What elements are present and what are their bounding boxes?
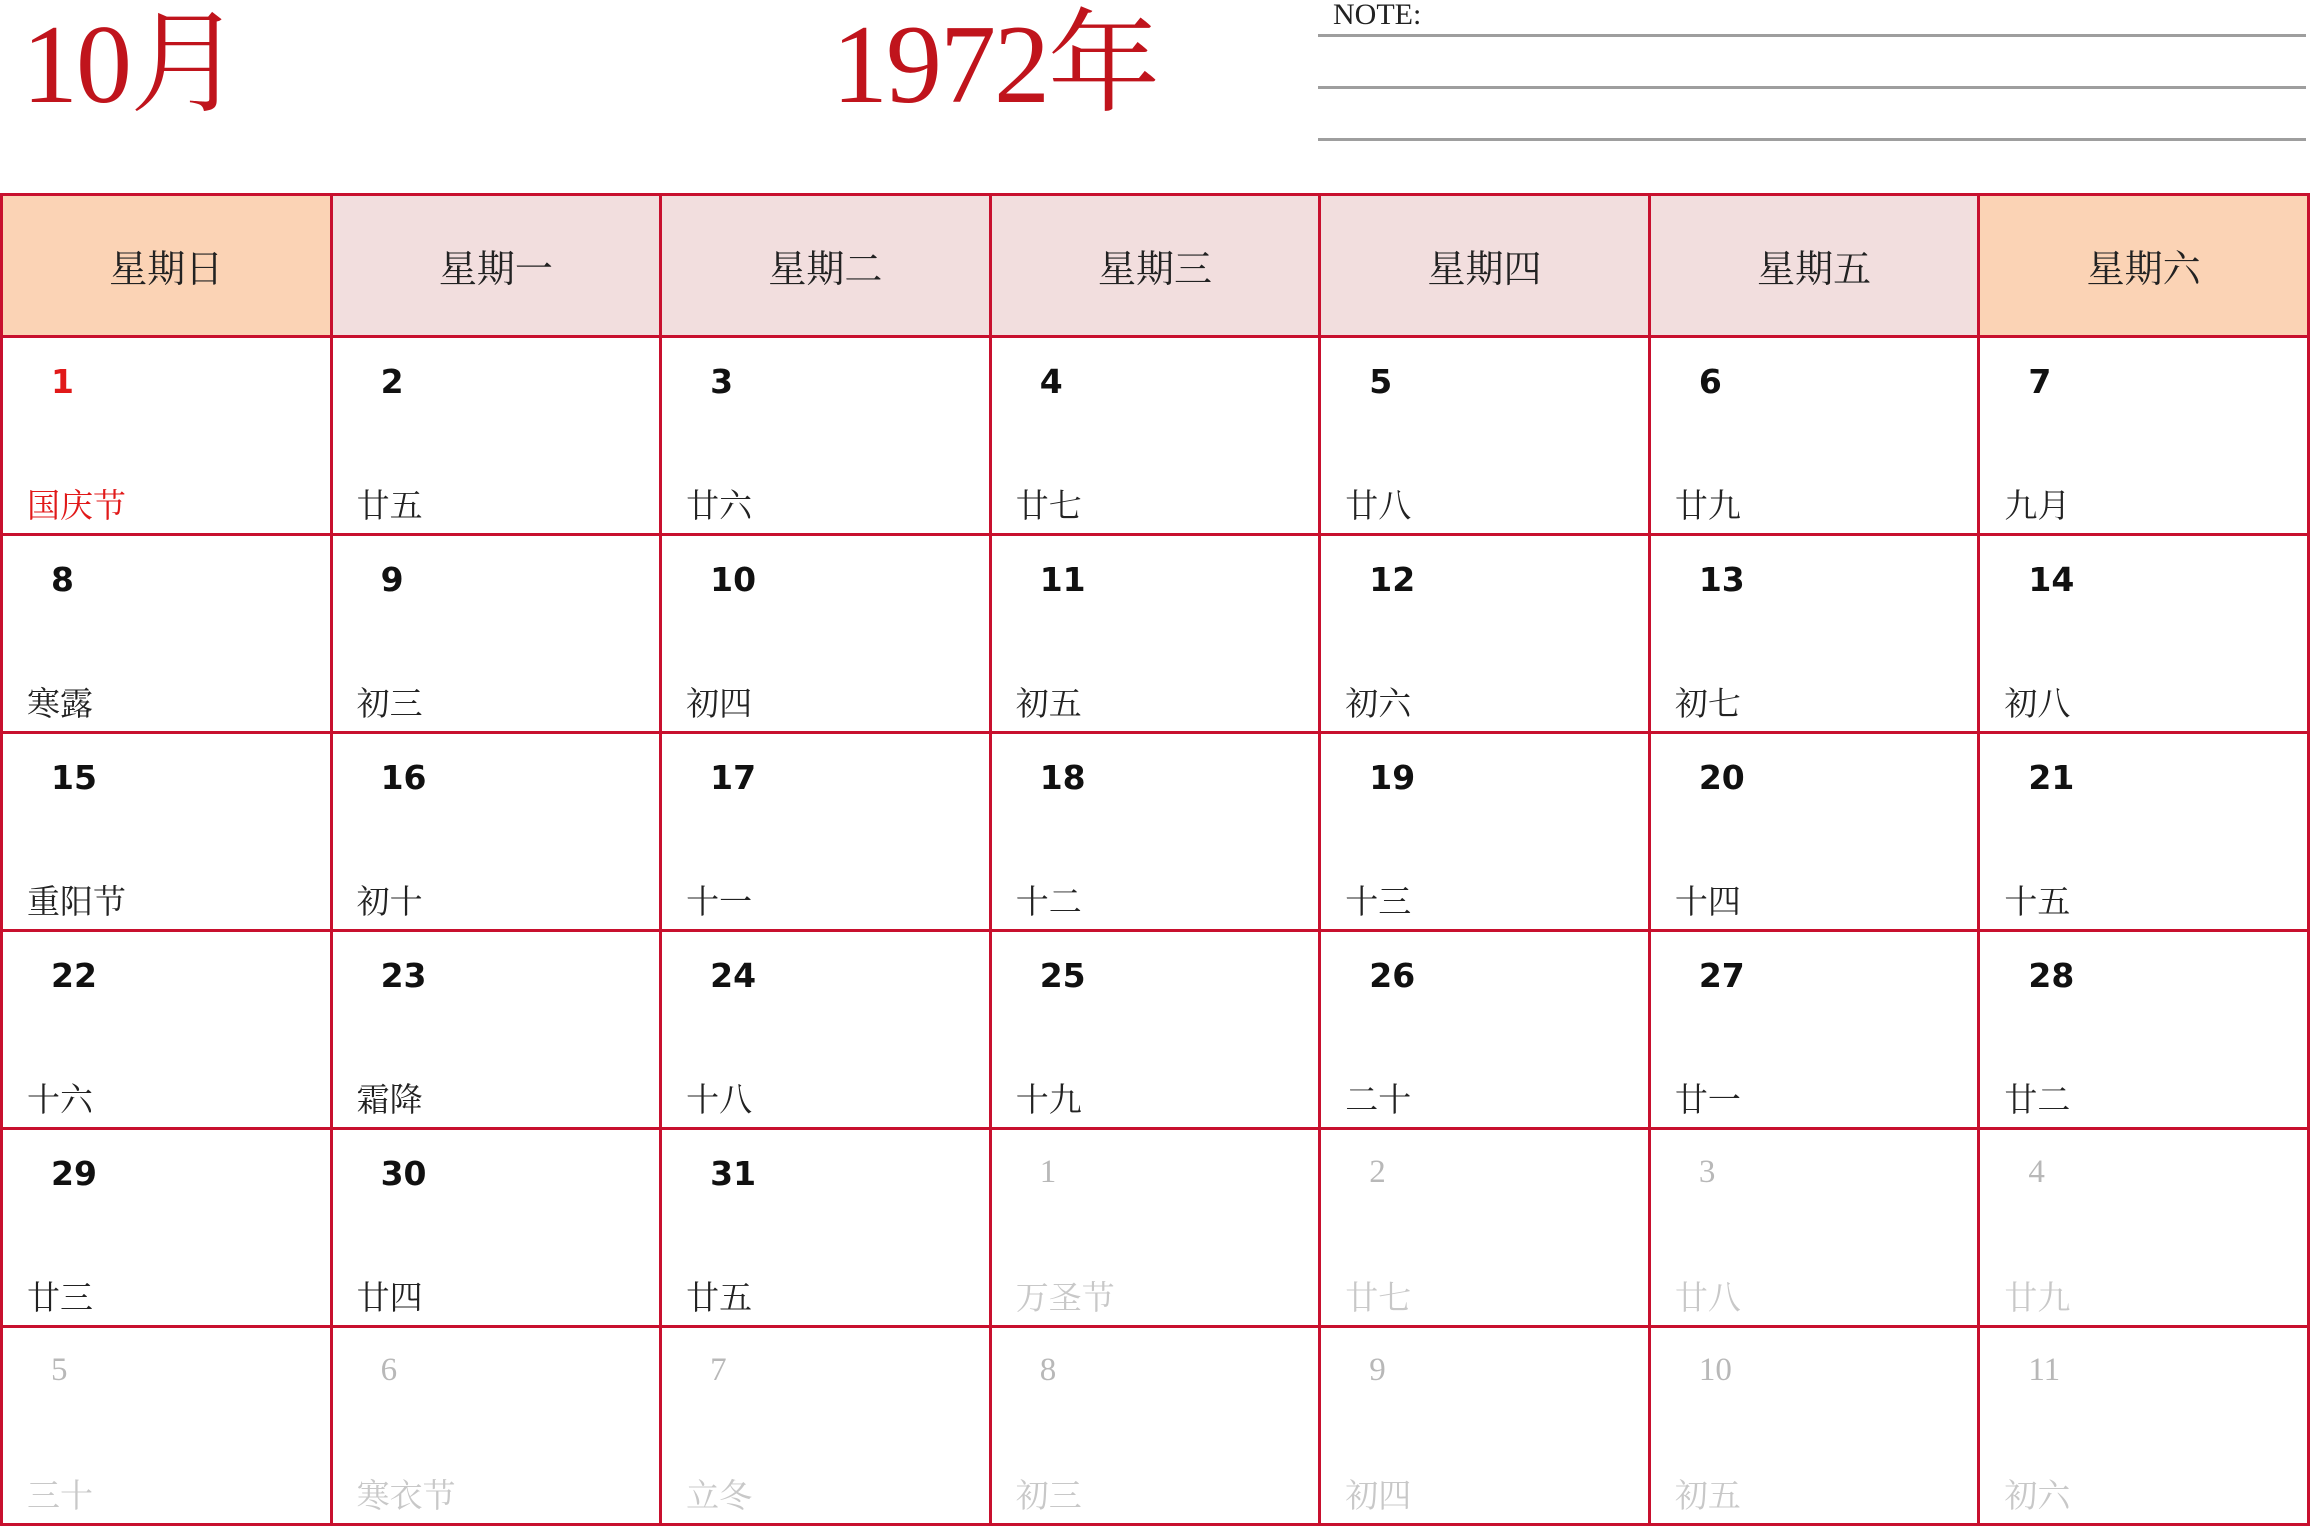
- day-cell[interactable]: [1979, 1327, 2309, 1525]
- lunar-date: 廿五: [356, 486, 423, 525]
- day-number: 13: [1698, 560, 1745, 599]
- lunar-date: 初五: [1674, 1476, 1741, 1515]
- lunar-date: 初十: [356, 882, 423, 921]
- week-row: [2, 337, 2309, 535]
- lunar-date: 十六: [27, 1080, 93, 1119]
- day-number: 5: [1369, 362, 1393, 401]
- day-number: 31: [710, 1154, 757, 1193]
- day-number: 10: [710, 560, 757, 599]
- day-number: 11: [1039, 560, 1086, 599]
- day-number: 27: [1698, 956, 1745, 995]
- day-cell[interactable]: [2, 337, 332, 535]
- weekday-header-wed: 星期三: [990, 195, 1320, 337]
- lunar-date: 寒衣节: [356, 1476, 456, 1515]
- day-number: 21: [2028, 758, 2075, 797]
- lunar-date: 廿九: [1674, 486, 1741, 525]
- day-number: 2: [1369, 1154, 1386, 1190]
- day-number: 8: [1039, 1352, 1057, 1388]
- lunar-date: 初八: [2004, 684, 2071, 723]
- weekday-header-tue: 星期二: [661, 195, 991, 337]
- lunar-date: 初七: [1674, 684, 1741, 723]
- lunar-date: 廿八: [1345, 486, 1412, 525]
- week-row: [2, 733, 2309, 931]
- day-cell[interactable]: [1649, 733, 1979, 931]
- day-number: 29: [51, 1154, 97, 1193]
- day-number: 26: [1369, 956, 1416, 995]
- lunar-date: 廿二: [2004, 1080, 2071, 1119]
- note-line: [1318, 86, 2306, 89]
- day-number: 16: [380, 758, 427, 797]
- weekday-header-sun: 星期日: [2, 195, 332, 337]
- day-cell[interactable]: [1649, 1129, 1979, 1327]
- month-title: 10月: [22, 3, 240, 127]
- day-cell[interactable]: [1649, 931, 1979, 1129]
- day-cell[interactable]: [661, 733, 991, 931]
- lunar-date: 廿八: [1674, 1278, 1741, 1317]
- day-number: 11: [2028, 1352, 2061, 1388]
- day-number: 8: [51, 560, 74, 599]
- day-cell[interactable]: [990, 1327, 1320, 1525]
- lunar-date: 廿七: [1345, 1278, 1412, 1317]
- day-number: 1: [51, 362, 74, 401]
- day-cell[interactable]: [1979, 337, 2309, 535]
- day-number: 4: [2028, 1154, 2045, 1190]
- day-cell[interactable]: [1320, 337, 1650, 535]
- day-number: 5: [51, 1352, 68, 1388]
- lunar-date: 初六: [2004, 1476, 2071, 1515]
- day-cell[interactable]: [1320, 535, 1650, 733]
- day-number: 2: [380, 362, 404, 401]
- day-cell[interactable]: [331, 1327, 661, 1525]
- day-cell[interactable]: [1320, 1129, 1650, 1327]
- day-cell[interactable]: [2, 931, 332, 1129]
- lunar-date: 十四: [1674, 882, 1741, 921]
- lunar-date: 重阳节: [27, 882, 126, 921]
- day-number: 20: [1698, 758, 1745, 797]
- day-cell[interactable]: [331, 931, 661, 1129]
- day-cell[interactable]: [1320, 1327, 1650, 1525]
- day-cell[interactable]: [2, 1327, 332, 1525]
- year-title: 1972年: [832, 3, 1158, 127]
- day-cell[interactable]: [1320, 733, 1650, 931]
- lunar-date: 十二: [1015, 882, 1082, 921]
- day-cell[interactable]: [661, 1129, 991, 1327]
- week-row: [2, 1327, 2309, 1525]
- day-number: 25: [1039, 956, 1086, 995]
- day-number: 24: [710, 956, 757, 995]
- lunar-date: 廿五: [686, 1278, 753, 1317]
- day-cell[interactable]: [1649, 337, 1979, 535]
- weekday-header-fri: 星期五: [1649, 195, 1979, 337]
- calendar-body: [2, 337, 2309, 1525]
- day-cell[interactable]: [661, 931, 991, 1129]
- day-number: 14: [2028, 560, 2075, 599]
- weekday-header-mon: 星期一: [331, 195, 661, 337]
- day-cell[interactable]: [1649, 1327, 1979, 1525]
- lunar-date: 寒露: [27, 684, 93, 723]
- day-number: 3: [1698, 1154, 1716, 1190]
- lunar-date: 霜降: [356, 1080, 423, 1119]
- lunar-date: 十八: [686, 1080, 753, 1119]
- day-cell[interactable]: [990, 931, 1320, 1129]
- day-cell[interactable]: [661, 1327, 991, 1525]
- day-cell[interactable]: [661, 535, 991, 733]
- day-cell[interactable]: [2, 733, 332, 931]
- lunar-date: 廿六: [686, 486, 753, 525]
- lunar-date: 廿七: [1015, 486, 1082, 525]
- day-number: 22: [51, 956, 97, 995]
- lunar-date: 初三: [1015, 1476, 1082, 1515]
- day-cell[interactable]: [1979, 733, 2309, 931]
- lunar-date: 初五: [1015, 684, 1082, 723]
- week-row: [2, 535, 2309, 733]
- lunar-date: 十五: [2004, 882, 2071, 921]
- day-cell[interactable]: [990, 337, 1320, 535]
- day-cell[interactable]: [1320, 931, 1650, 1129]
- lunar-date: 立冬: [686, 1476, 753, 1515]
- day-cell[interactable]: [990, 1129, 1320, 1327]
- day-number: 30: [380, 1154, 427, 1193]
- day-number: 4: [1039, 362, 1063, 401]
- lunar-date: 二十: [1345, 1080, 1412, 1119]
- note-line: [1318, 138, 2306, 141]
- day-cell[interactable]: [1979, 1129, 2309, 1327]
- lunar-date: 九月: [2004, 486, 2071, 525]
- day-cell[interactable]: [661, 337, 991, 535]
- weekday-header-row: [2, 195, 2309, 337]
- calendar-grid: [0, 193, 2310, 1526]
- lunar-date: 十一: [686, 882, 753, 921]
- day-cell[interactable]: [2, 535, 332, 733]
- day-number: 6: [380, 1352, 398, 1388]
- day-cell[interactable]: [331, 535, 661, 733]
- day-number: 23: [380, 956, 427, 995]
- day-number: 7: [710, 1352, 727, 1388]
- day-number: 19: [1369, 758, 1416, 797]
- day-number: 6: [1698, 362, 1722, 401]
- day-cell[interactable]: [331, 733, 661, 931]
- day-cell[interactable]: [990, 535, 1320, 733]
- day-number: 3: [710, 362, 734, 401]
- day-cell[interactable]: [990, 733, 1320, 931]
- lunar-date: 初三: [356, 684, 423, 723]
- day-number: 1: [1039, 1154, 1057, 1190]
- day-number: 9: [380, 560, 404, 599]
- lunar-date: 三十: [27, 1476, 93, 1515]
- lunar-date: 初四: [1345, 1476, 1412, 1515]
- weekday-header-thu: 星期四: [1320, 195, 1650, 337]
- lunar-date: 廿九: [2004, 1278, 2071, 1317]
- lunar-date: 初四: [686, 684, 753, 723]
- day-cell[interactable]: [2, 1129, 332, 1327]
- week-row: [2, 931, 2309, 1129]
- day-cell[interactable]: [331, 1129, 661, 1327]
- lunar-date: 国庆节: [27, 486, 126, 525]
- lunar-date: 十三: [1345, 882, 1412, 921]
- lunar-date: 廿一: [1674, 1080, 1741, 1119]
- day-number: 15: [51, 758, 97, 797]
- day-cell[interactable]: [331, 337, 661, 535]
- day-number: 28: [2028, 956, 2075, 995]
- day-number: 17: [710, 758, 757, 797]
- day-cell[interactable]: [1979, 931, 2309, 1129]
- day-number: 18: [1039, 758, 1086, 797]
- day-number: 10: [1698, 1352, 1732, 1388]
- note-line: [1318, 34, 2306, 37]
- day-number: 9: [1369, 1352, 1386, 1388]
- week-row: [2, 1129, 2309, 1327]
- lunar-date: 十九: [1015, 1080, 1082, 1119]
- lunar-date: 廿三: [27, 1278, 93, 1317]
- day-number: 7: [2028, 362, 2052, 401]
- lunar-date: 初六: [1345, 684, 1412, 723]
- note-label: NOTE:: [1333, 0, 1422, 31]
- day-number: 12: [1369, 560, 1416, 599]
- day-cell[interactable]: [1649, 535, 1979, 733]
- day-cell[interactable]: [1979, 535, 2309, 733]
- weekday-header-sat: 星期六: [1979, 195, 2309, 337]
- lunar-date: 廿四: [356, 1278, 423, 1317]
- lunar-date: 万圣节: [1015, 1278, 1115, 1317]
